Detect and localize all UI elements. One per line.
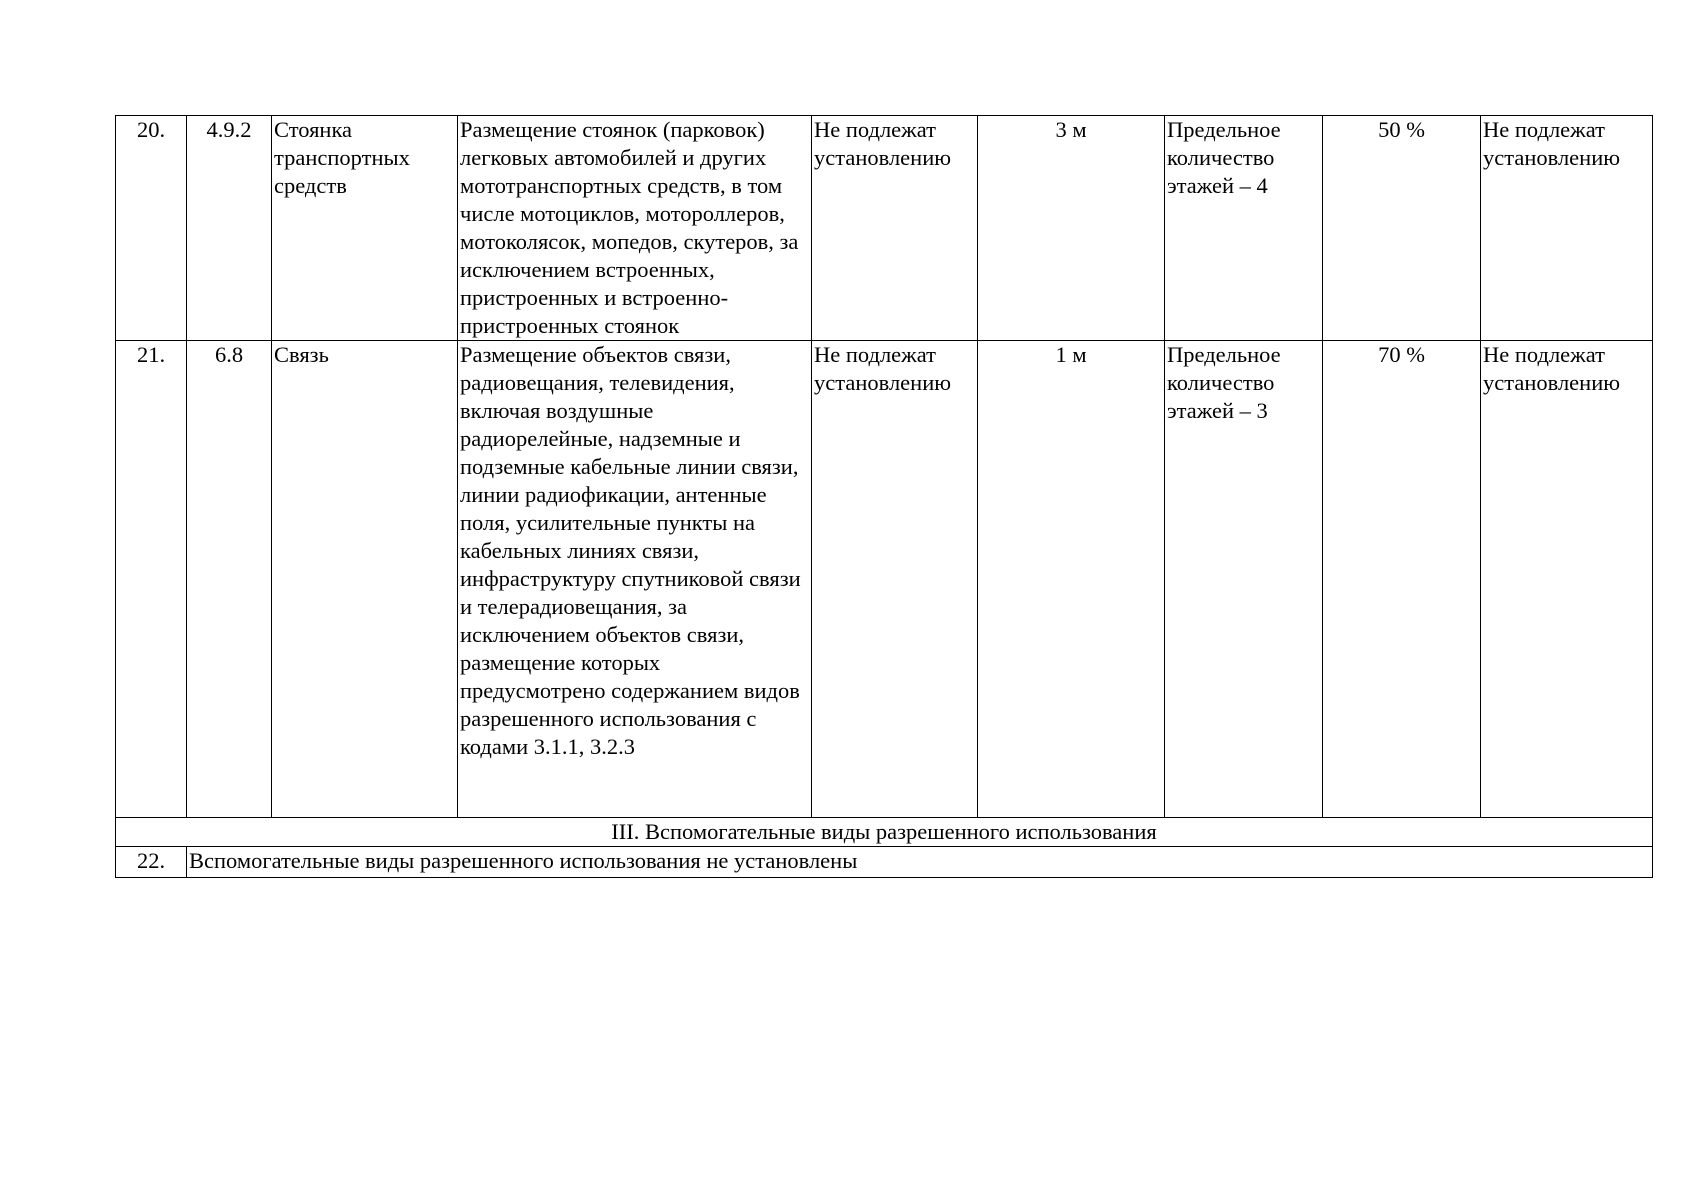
use-description: Размещение стоянок (парковок) легковых автомобилей и других мототранспортных средств, в том числе мотоциклов, мотороллеров, мотоколясок, мопедов, скутеров, за исключением встроенных, пристроенных и встроенно-пристроенных стоянок [458, 116, 812, 341]
use-code: 6.8 [187, 341, 272, 818]
cell-col6: 1 м [978, 341, 1165, 818]
use-description: Размещение объектов связи, радиовещания, телевидения, включая воздушные радиорелейные, надземные и подземные кабельные линии связи, линии радиофикации, антенные поля, усилительные пункты на кабельных линиях связи, инфраструктуру спутниковой связи и телерадиовещания, за исключением объектов связи, размещение которых предусмотрено содержанием видов разрешенного использования с кодами 3.1.1, 3.2.3 [458, 341, 812, 818]
use-name: Связь [272, 341, 458, 818]
cell-col8: 70 % [1323, 341, 1481, 818]
cell-col7: Предельное количество этажей – 4 [1165, 116, 1323, 341]
cell-col8: 50 % [1323, 116, 1481, 341]
table-row [116, 847, 1653, 878]
regulations-table [115, 115, 1653, 878]
cell-col7: Предельное количество этажей – 3 [1165, 341, 1323, 818]
row-number: 21. [116, 341, 187, 818]
cell-col5: Не подлежат установлению [812, 116, 978, 341]
cell-col9: Не подлежат установлению [1481, 341, 1653, 818]
cell-col5: Не подлежат установлению [812, 341, 978, 818]
row-number: 22. [116, 847, 187, 878]
row-text: Вспомогательные виды разрешенного использования не установлены [187, 847, 1653, 878]
table-row [116, 341, 1653, 818]
cell-col6: 3 м [978, 116, 1165, 341]
section-row [116, 818, 1653, 847]
row-number: 20. [116, 116, 187, 341]
use-code: 4.9.2 [187, 116, 272, 341]
table-row [116, 116, 1653, 341]
section-title: III. Вспомогательные виды разрешенного использования [116, 818, 1653, 847]
use-name: Стоянка транспортных средств [272, 116, 458, 341]
cell-col9: Не подлежат установлению [1481, 116, 1653, 341]
